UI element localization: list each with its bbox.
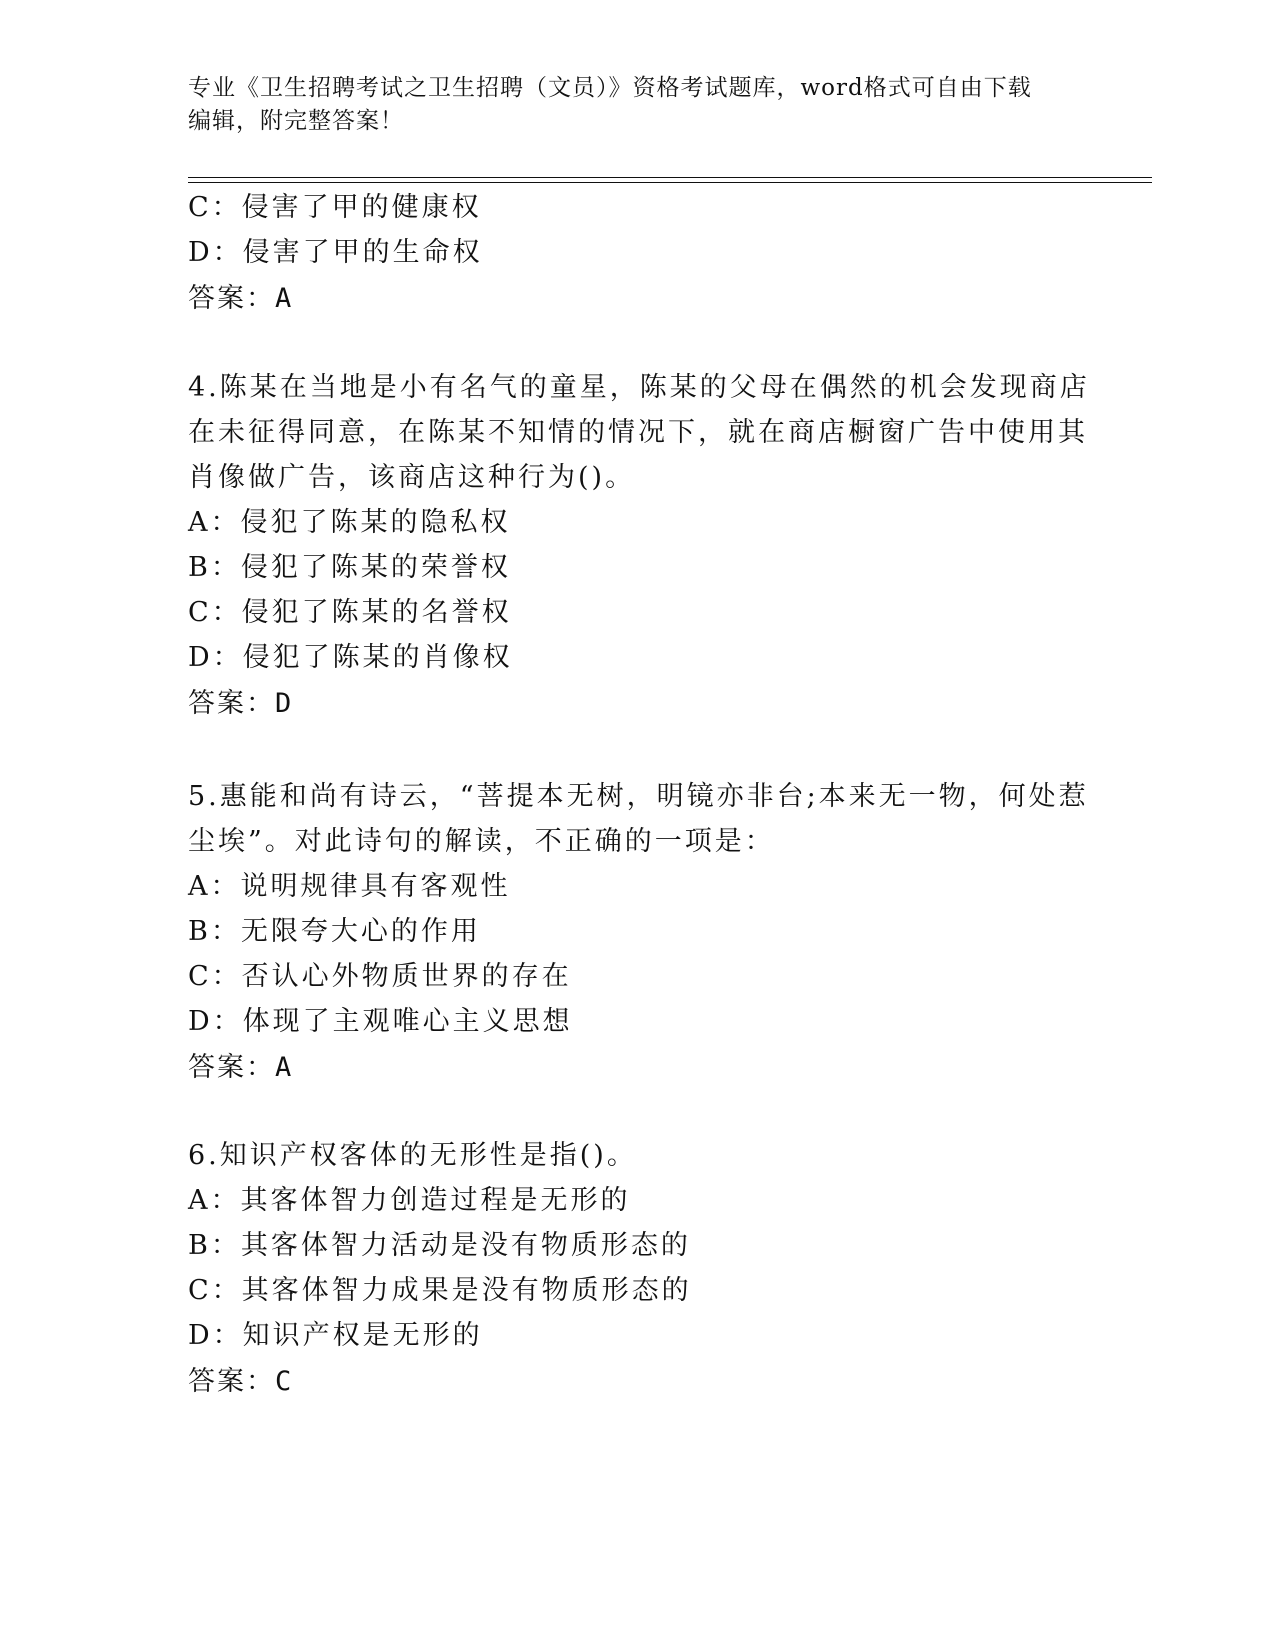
- answer-value: A: [275, 283, 294, 314]
- q6-stem-line-1: 6.知识产权客体的无形性是指()。: [188, 1140, 637, 1171]
- answer-value: A: [275, 1052, 294, 1083]
- q5-answer: [188, 1045, 293, 1091]
- q4-stem-line-3: 肖像做广告，该商店这种行为()。: [188, 462, 636, 493]
- q5-stem-line-2: 尘埃”。对此诗句的解读，不正确的一项是：: [188, 826, 775, 857]
- q3-option-d: D：侵害了甲的生命权: [188, 237, 483, 268]
- q4-answer: [188, 681, 293, 727]
- answer-label: 答案：: [188, 283, 275, 314]
- q5-stem-line-1: 5.惠能和尚有诗云，“菩提本无树，明镜亦非台;本来无一物，何处惹: [188, 781, 1089, 812]
- document-header: [188, 72, 1088, 138]
- answer-value: C: [275, 1366, 294, 1397]
- answer-label: 答案：: [188, 688, 275, 719]
- header-divider-top: [188, 177, 1152, 178]
- q6-option-b: B：其客体智力活动是没有物质形态的: [188, 1230, 691, 1261]
- q5-option-c: C：否认心外物质世界的存在: [188, 961, 572, 992]
- header-line-1: 专业《卫生招聘考试之卫生招聘（文员）》资格考试题库，word格式可自由下载: [188, 75, 1032, 101]
- q4-option-b: B：侵犯了陈某的荣誉权: [188, 552, 511, 583]
- q5-option-d: D：体现了主观唯心主义思想: [188, 1006, 573, 1037]
- q4-option-c: C：侵犯了陈某的名誉权: [188, 597, 512, 628]
- q5-option-a: A：说明规律具有客观性: [188, 871, 511, 902]
- header-line-2: 编辑，附完整答案！: [188, 108, 404, 134]
- q4-stem-line-1: 4.陈某在当地是小有名气的童星，陈某的父母在偶然的机会发现商店: [188, 372, 1090, 403]
- header-divider-bottom: [188, 182, 1152, 183]
- answer-label: 答案：: [188, 1366, 275, 1397]
- q3-option-c: C：侵害了甲的健康权: [188, 192, 482, 223]
- q6-option-d: D：知识产权是无形的: [188, 1320, 483, 1351]
- answer-label: 答案：: [188, 1052, 275, 1083]
- q6-option-c: C：其客体智力成果是没有物质形态的: [188, 1275, 692, 1306]
- q4-option-d: D：侵犯了陈某的肖像权: [188, 642, 513, 673]
- q4-option-a: A：侵犯了陈某的隐私权: [188, 507, 511, 538]
- q6-option-a: A：其客体智力创造过程是无形的: [188, 1185, 631, 1216]
- q3-answer: [188, 276, 293, 322]
- q6-answer: [188, 1359, 293, 1405]
- answer-value: D: [275, 688, 294, 719]
- q5-option-b: B：无限夸大心的作用: [188, 916, 481, 947]
- q4-stem-line-2: 在未征得同意，在陈某不知情的情况下，就在商店橱窗广告中使用其: [188, 417, 1088, 448]
